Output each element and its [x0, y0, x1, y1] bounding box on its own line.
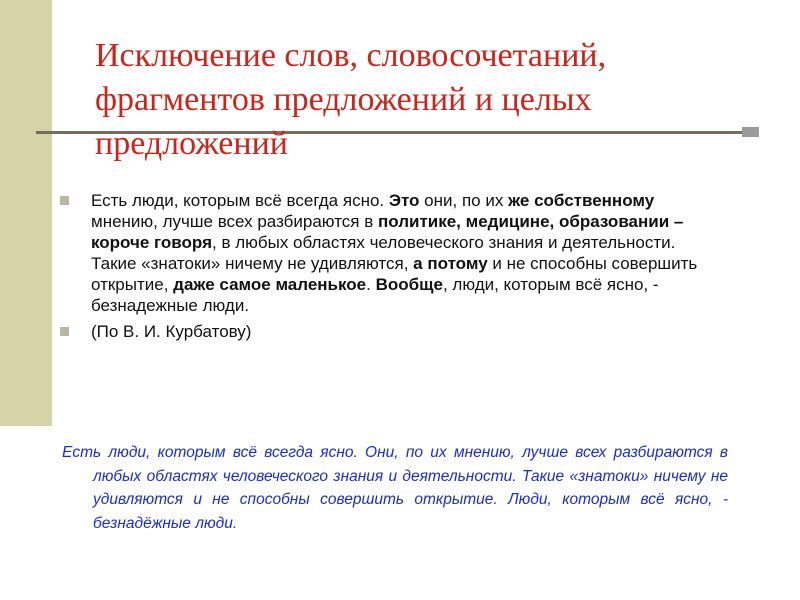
text-run: .	[366, 275, 376, 294]
text-run: Есть люди, которым всё всегда ясно.	[91, 191, 389, 210]
text-run: они, по их	[419, 191, 509, 210]
square-bullet-icon	[60, 196, 69, 205]
emphasis-run: Это	[388, 191, 420, 210]
emphasis-run: даже самое маленькое	[173, 275, 367, 294]
text-run: и не способны совершить открытие,	[91, 254, 698, 294]
text-run: мнению, лучше всех разбираются в	[91, 212, 378, 231]
emphasis-run: Вообще	[375, 275, 443, 294]
slide-title: Исключение слов, словосочетаний, фрагментов предложений и целых предложений	[95, 37, 607, 162]
emphasis-run: политике, медицине, образовании – короче говоря	[91, 212, 684, 252]
text-run: , в любых областях человеческого знания и деятельности. Такие «знатоки» ничему не удивляются,	[91, 233, 676, 273]
source-attribution: (По В. И. Курбатову)	[91, 322, 252, 341]
bullet-list	[60, 190, 700, 347]
decorative-sidebar	[0, 0, 52, 426]
summary-paragraph: Есть люди, которым всё всегда ясно. Они, по их мнению, лучше всех разбираются в любых областях человеческого знания и деятельности. Такие «знатоки» ничему не удивляются и не способны совершить открытие. Люди, которым всё ясно, - безнадёжные люди.	[62, 444, 728, 532]
text-run: , люди, которым всё ясно, - безнадежные люди.	[91, 275, 659, 315]
emphasis-run: же собственному	[508, 191, 655, 210]
bullet-item-text	[60, 190, 700, 316]
square-bullet-icon	[60, 327, 69, 336]
emphasis-run: а потому	[413, 254, 488, 273]
bullet-item-source	[60, 321, 700, 342]
